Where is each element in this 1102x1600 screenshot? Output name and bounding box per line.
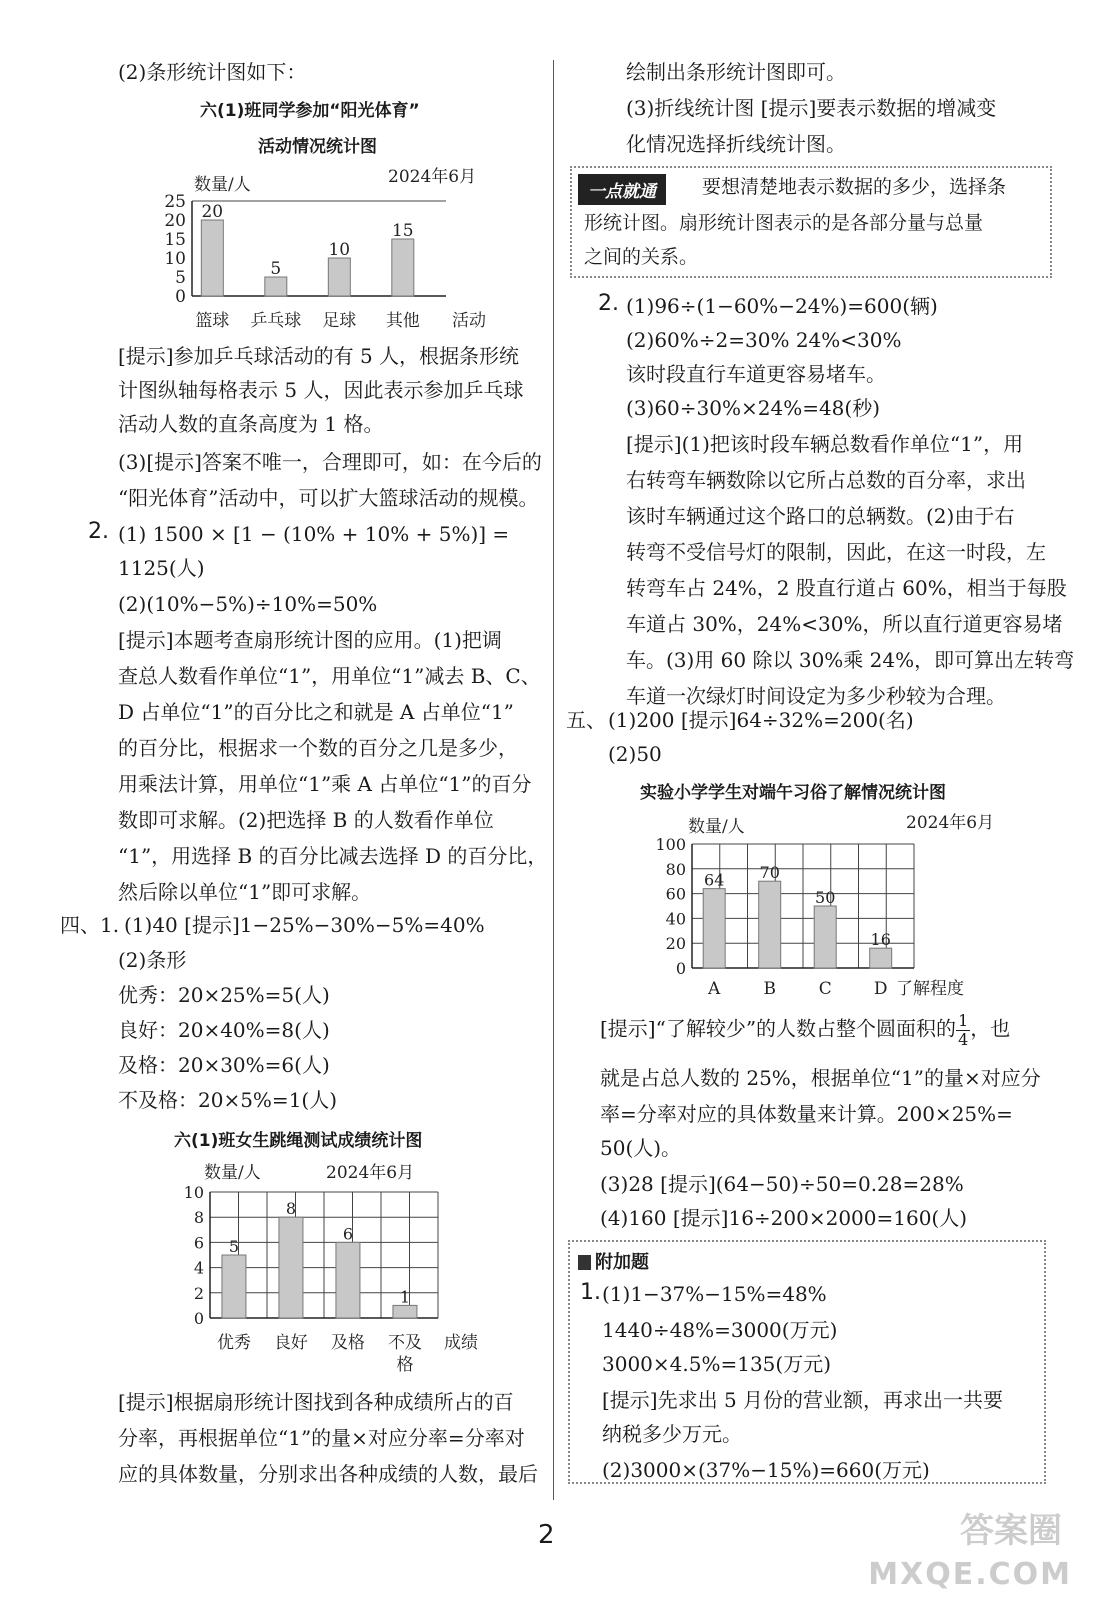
data-label: 5 <box>270 259 282 279</box>
hint-line: 车道一次绿灯时间设定为多少秒较为合理。 <box>626 684 1006 708</box>
hint-line: 数即可求解。(2)把选择 B 的人数看作单位 <box>118 808 494 832</box>
x-tick-label: 篮球 <box>195 311 230 331</box>
x-tick-label: 足球 <box>322 311 357 331</box>
document-icon <box>578 1255 591 1270</box>
answer-line: (3)60÷30%×24%=48(秒) <box>626 396 881 420</box>
y-tick-label: 0 <box>675 959 686 978</box>
left-line: (2)条形统计图如下： <box>118 60 307 84</box>
bar <box>222 1255 246 1318</box>
watermark: MXQE.COM <box>868 1557 1072 1592</box>
y-axis-label: 数量/人 <box>688 817 745 837</box>
x-tick-label: C <box>818 979 832 999</box>
hint-line: 车道占 30%，24%<30%，所以直行道更容易堵 <box>626 612 1063 636</box>
fraction-numerator: 1 <box>958 1011 969 1030</box>
question-number: 2. <box>88 519 109 544</box>
fraction-denominator: 4 <box>958 1029 969 1049</box>
bar <box>392 239 414 296</box>
chart2-title: 六(1)班女生跳绳测试成绩统计图 <box>174 1131 423 1151</box>
y-tick-label: 25 <box>164 192 186 212</box>
hint-fraction-line <box>600 1012 1010 1048</box>
y-tick-label: 15 <box>164 230 186 250</box>
answer-line: (2)3000×(37%−15%)=660(万元) <box>602 1458 930 1482</box>
answer-line: (1)96÷(1−60%−24%)=600(辆) <box>626 294 938 318</box>
y-tick-label: 6 <box>193 1233 204 1253</box>
answer-line: 及格：20×30%=6(人) <box>118 1053 330 1077</box>
y-axis-label: 数量/人 <box>194 175 251 195</box>
hint-line: [提示](1)把该时段车辆总数看作单位“1”，用 <box>626 432 1024 456</box>
bar <box>279 1217 303 1318</box>
y-tick-label: 0 <box>193 1309 204 1328</box>
hint-line: 右转弯车辆数除以它所占总数的百分率，求出 <box>626 468 1026 492</box>
bar <box>703 889 725 968</box>
tip-line: 之间的关系。 <box>584 246 699 268</box>
hint-line: 车。(3)用 60 除以 30%乘 24%，即可算出左转弯 <box>626 648 1075 672</box>
data-label: 10 <box>328 240 351 260</box>
y-tick-label: 100 <box>655 835 686 854</box>
hint-line: 查总人数看作单位“1”，用单位“1”减去 B、C、 <box>118 664 541 688</box>
x-tick-label: B <box>763 979 776 999</box>
hint-line: [提示]本题考查扇形统计图的应用。(1)把调 <box>118 628 502 652</box>
hint-line: 然后除以单位“1”即可求解。 <box>118 880 372 904</box>
answer-line: (3)28 [提示](64−50)÷50=0.28=28% <box>600 1172 964 1196</box>
x-tick-label: 不及 <box>387 1333 422 1353</box>
answer-line: (3)折线统计图 [提示]要表示数据的增减变 <box>626 96 997 120</box>
column-divider <box>553 60 554 1500</box>
answer-line: (2)50 <box>608 742 662 766</box>
chart-activity <box>150 160 520 335</box>
tip-tag <box>578 174 666 205</box>
extra-heading <box>578 1248 649 1274</box>
bar <box>814 906 836 968</box>
x-axis-label: 了解程度 <box>896 979 964 999</box>
chart-dragon-boat <box>640 808 1010 1000</box>
data-label: 5 <box>228 1237 240 1256</box>
hint-line: [提示]先求出 5 月份的营业额，再求出一共要 <box>602 1388 1004 1412</box>
data-label: 1 <box>399 1287 411 1307</box>
x-axis-label: 活动 <box>452 311 486 331</box>
answer-line: 优秀：20×25%=5(人) <box>118 983 330 1007</box>
tip-line: 形统计图。扇形统计图表示的是各部分量与总量 <box>584 212 984 234</box>
y-tick-label: 60 <box>665 884 686 904</box>
hint-line: 用乘法计算，用单位“1”乘 A 占单位“1”的百分 <box>118 772 532 796</box>
data-label: 6 <box>342 1224 354 1244</box>
section-number: 四、1. <box>60 913 120 937</box>
bar <box>201 220 223 296</box>
hint-line: 计图纵轴每格表示 5 人，因此表示参加乒乓球 <box>118 378 524 402</box>
x-tick-label: D <box>873 979 888 999</box>
answer-line: 良好：20×40%=8(人) <box>118 1018 330 1042</box>
hint-line: [提示]参加乒乓球活动的有 5 人，根据条形统 <box>118 344 520 368</box>
y-tick-label: 80 <box>665 859 686 879</box>
watermark-logo: 答案圈 <box>960 1511 1062 1551</box>
chart3-title: 实验小学学生对端午习俗了解情况统计图 <box>640 783 946 803</box>
bar <box>328 258 350 296</box>
answer-line: 该时段直行车道更容易堵车。 <box>626 362 886 386</box>
hint-line: 应的具体数量，分别求出各种成绩的人数，最后 <box>118 1462 538 1486</box>
hint-line: (3)[提示]答案不唯一，合理即可，如：在今后的 <box>118 450 542 474</box>
hint-line: 纳税多少万元。 <box>602 1422 742 1446</box>
answer-line: 1125(人) <box>118 556 205 580</box>
x-tick-label: 及格 <box>330 1333 365 1353</box>
answer-line: 绘制出条形统计图即可。 <box>626 60 846 84</box>
hint-line: 活动人数的直条高度为 1 格。 <box>118 412 384 436</box>
section-number: 五、 <box>566 708 606 732</box>
answer-line: (2)(10%−5%)÷10%=50% <box>118 592 378 616</box>
hint-line: 率=分率对应的具体数量来计算。200×25%= <box>600 1102 1013 1126</box>
tip-tag-label: 一点就通 <box>578 174 666 205</box>
bar <box>870 948 892 968</box>
data-label: 16 <box>870 930 891 950</box>
hint-text: [提示]“了解较少”的人数占整个圆面积的 <box>600 1016 957 1041</box>
x-tick-label: 乒乓球 <box>250 311 302 331</box>
data-label: 64 <box>704 870 725 890</box>
hint-line: 的百分比，根据求一个数的百分之几是多少， <box>118 736 518 760</box>
chart-date: 2024年6月 <box>326 1163 415 1183</box>
data-label: 8 <box>285 1199 297 1219</box>
y-tick-label: 10 <box>164 249 186 269</box>
chart-date: 2024年6月 <box>906 813 995 833</box>
answer-line: (1)200 [提示]64÷32%=200(名) <box>608 708 914 732</box>
question-number: 2. <box>598 291 619 316</box>
data-label: 20 <box>201 202 224 222</box>
y-tick-label: 5 <box>175 268 186 288</box>
hint-line: “阳光体育”活动中，可以扩大篮球活动的规模。 <box>118 486 539 510</box>
tip-line: 要想清楚地表示数据的多少，选择条 <box>702 176 1007 198</box>
page-number: 2 <box>538 1520 555 1550</box>
hint-line: 分率，再根据单位“1”的量×对应分率=分率对 <box>118 1426 525 1450</box>
data-label: 50 <box>815 888 836 907</box>
hint-line: 50(人)。 <box>600 1136 682 1160</box>
bar <box>393 1305 417 1318</box>
y-tick-label: 40 <box>665 909 686 929</box>
hint-line: 转弯不受信号灯的限制，因此，在这一时段，左 <box>626 540 1046 564</box>
hint-line: 转弯车占 24%，2 股直行道占 60%，相当于每股 <box>626 576 1067 600</box>
chart1-title: 六(1)班同学参加“阳光体育” <box>200 101 420 121</box>
answer-line: 3000×4.5%=135(万元) <box>602 1352 832 1376</box>
answer-line: (1)40 [提示]1−25%−30%−5%=40% <box>124 913 485 937</box>
hint-text: ，也 <box>970 1016 1011 1041</box>
x-tick-label: A <box>708 979 721 999</box>
bar <box>759 881 781 968</box>
answer-line: 1440÷48%=3000(万元) <box>602 1318 838 1342</box>
hint-line: [提示]根据扇形统计图找到各种成绩所占的百 <box>118 1390 514 1414</box>
answer-line: 不及格：20×5%=1(人) <box>118 1088 338 1112</box>
answer-line: (4)160 [提示]16÷200×2000=160(人) <box>600 1206 968 1230</box>
hint-line: 该时车辆通过这个路口的总辆数。(2)由于右 <box>626 504 1015 528</box>
data-label: 15 <box>391 221 414 241</box>
y-tick-label: 10 <box>183 1183 204 1202</box>
question-number: 1. <box>580 1280 601 1305</box>
y-tick-label: 20 <box>665 934 686 954</box>
answer-line: (2)条形 <box>118 948 187 972</box>
answer-line: (1)1−37%−15%=48% <box>602 1282 827 1306</box>
chart1-title-2: 活动情况统计图 <box>258 137 377 157</box>
answer-line: (1) 1500 × [1 − (10% + 10% + 5%)] = <box>118 522 510 546</box>
y-tick-label: 8 <box>193 1208 204 1228</box>
hint-line: 就是占总人数的 25%，根据单位“1”的量×对应分 <box>600 1066 1041 1090</box>
bar <box>336 1242 360 1318</box>
x-tick-label: 良好 <box>273 1333 308 1353</box>
y-axis-label: 数量/人 <box>204 1163 261 1183</box>
x-tick-label: 优秀 <box>216 1333 251 1353</box>
chart-rope-skipping <box>160 1156 520 1378</box>
hint-line: D 占单位“1”的百分比之和就是 A 占单位“1” <box>118 700 514 724</box>
answer-line: (2)60%÷2=30% 24%<30% <box>626 328 902 352</box>
x-axis-label: 成绩 <box>444 1333 478 1353</box>
x-tick-label: 格 <box>396 1355 414 1375</box>
extra-title: 附加题 <box>595 1252 649 1273</box>
data-label: 70 <box>759 863 780 883</box>
hint-line: “1”，用选择 B 的百分比减去选择 D 的百分比， <box>118 844 548 868</box>
y-tick-label: 2 <box>193 1283 204 1303</box>
y-tick-label: 20 <box>164 211 186 231</box>
x-tick-label: 其他 <box>385 311 420 331</box>
fraction-quarter <box>956 1012 970 1048</box>
chart-date: 2024年6月 <box>388 167 477 187</box>
bar <box>265 277 287 296</box>
answer-line: 化情况选择折线统计图。 <box>626 132 846 156</box>
y-tick-label: 0 <box>175 287 186 307</box>
y-tick-label: 4 <box>193 1258 204 1278</box>
